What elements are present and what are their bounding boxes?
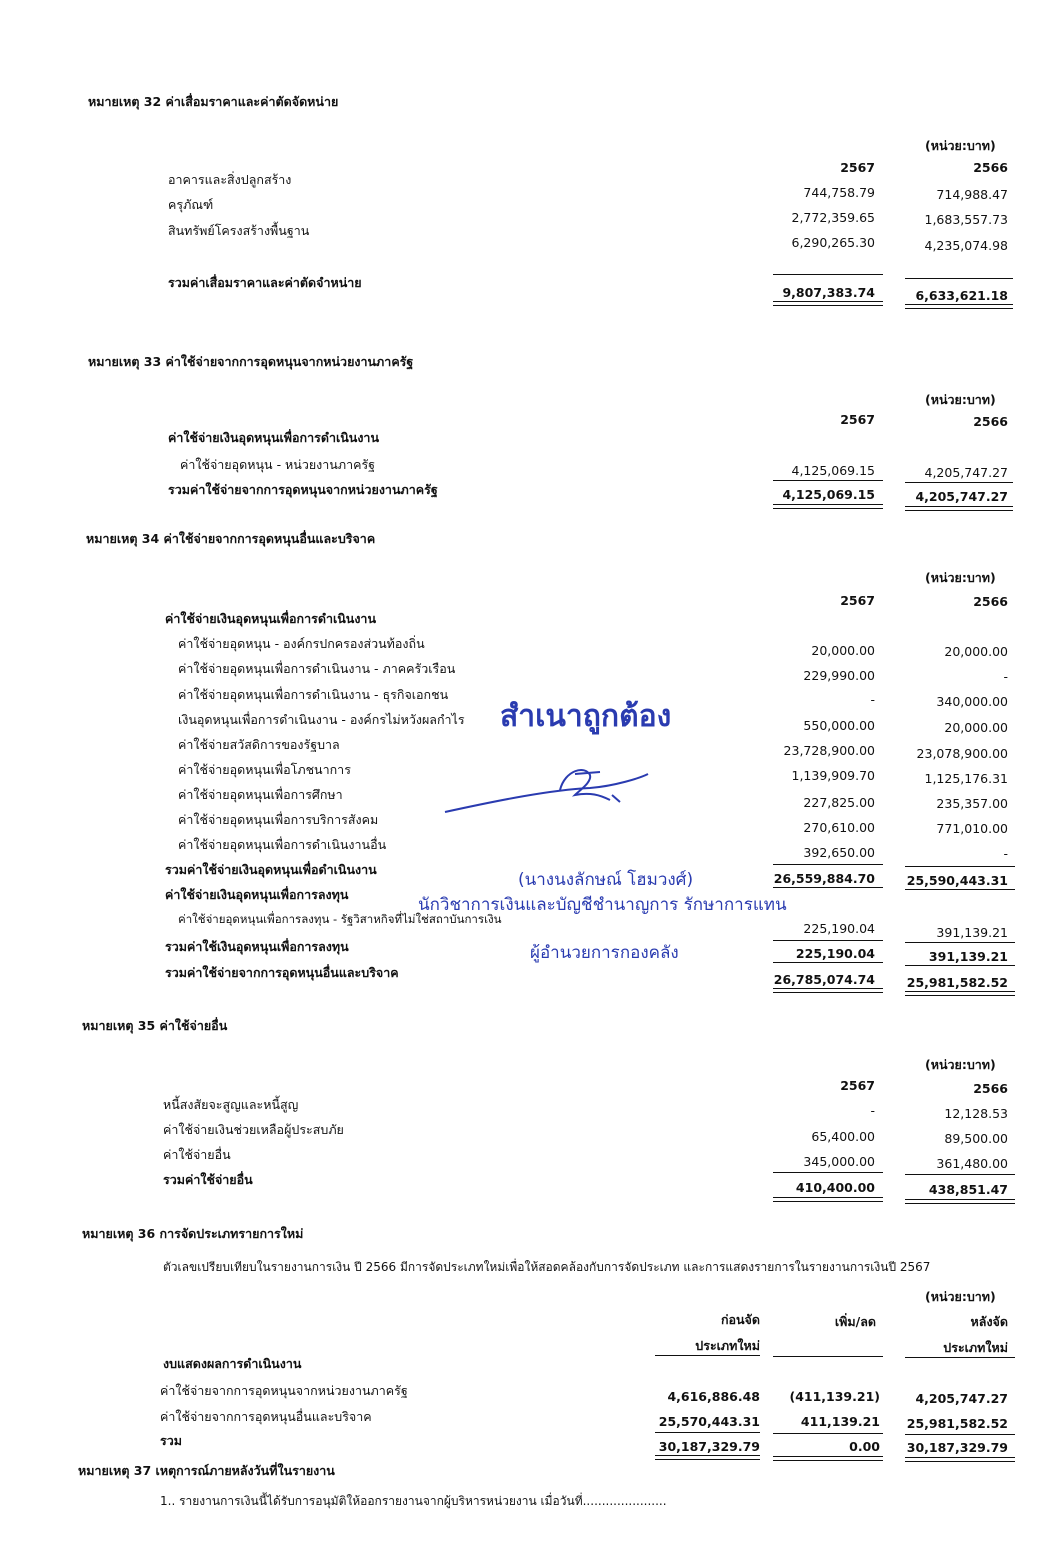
rule [773, 887, 883, 888]
note34-row-value: 550,000.00 [803, 718, 875, 733]
note32-row-label: อาคารและสิ่งปลูกสร้าง [168, 172, 292, 187]
note32-heading: หมายเหตุ 32 ค่าเสื่อมราคาและค่าตัดจัดหน่าย [88, 94, 339, 109]
note33-row-value: 4,125,069.15 [791, 463, 875, 478]
signature-icon [440, 760, 655, 820]
rule [905, 1357, 1015, 1358]
note34-row-label: เงินอุดหนุนเพื่อการดำเนินงาน - องค์กรไม่หวังผลกำไร [178, 712, 465, 727]
double-rule [773, 988, 883, 993]
note34-total-label: รวมค่าใช้จ่ายจากการอุดหนุนอื่นและบริจาค [165, 965, 399, 980]
double-rule [905, 304, 1013, 309]
note34-row-value: - [1003, 846, 1008, 861]
note34-sub1-total-value: 25,590,443.31 [906, 873, 1008, 888]
note33-total-value: 4,125,069.15 [782, 487, 875, 502]
rule [655, 1432, 760, 1433]
note36-unit: (หน่วย:บาท) [925, 1289, 996, 1304]
note33-year2: 2566 [973, 414, 1008, 429]
note34-row-value: 771,010.00 [936, 821, 1008, 836]
note34-row-value: 392,650.00 [803, 845, 875, 860]
rule [773, 864, 883, 865]
note34-unit: (หน่วย:บาท) [925, 570, 996, 585]
note34-row-value: 235,357.00 [936, 796, 1008, 811]
note34-row-value: 1,125,176.31 [924, 771, 1008, 786]
note36-row-value: 411,139.21 [800, 1414, 880, 1429]
note35-year1: 2567 [840, 1078, 875, 1093]
note32-total-value: 6,633,621.18 [915, 288, 1008, 303]
note34-row-value: 229,990.00 [803, 668, 875, 683]
note35-unit: (หน่วย:บาท) [925, 1057, 996, 1072]
note34-row-value: 1,139,909.70 [791, 768, 875, 783]
note36-col1-header: ก่อนจัด [720, 1312, 760, 1327]
note37-item: 1.. รายงานการเงินนี้ได้รับการอนุมัติให้ออกรายงานจากผู้บริหารหน่วยงาน เมื่อวันที่...................... [160, 1494, 667, 1508]
note36-col3-header: ประเภทใหม่ [943, 1340, 1008, 1355]
rule [773, 274, 883, 275]
note33-row-label: ค่าใช้จ่ายอุดหนุน - หน่วยงานภาครัฐ [180, 457, 376, 472]
note35-heading: หมายเหตุ 35 ค่าใช้จ่ายอื่น [82, 1018, 228, 1033]
signer-name: (นางนงลักษณ์ โฮมวงศ์) [518, 870, 694, 890]
double-rule [905, 1457, 1015, 1462]
note35-total-label: รวมค่าใช้จ่ายอื่น [163, 1172, 253, 1187]
double-rule [773, 301, 883, 306]
note32-unit: (หน่วย:บาท) [925, 138, 996, 153]
rule [773, 1356, 883, 1357]
note35-row-value: 12,128.53 [944, 1106, 1008, 1121]
note33-heading: หมายเหตุ 33 ค่าใช้จ่ายจากการอุดหนุนจากหน่วยงานภาครัฐ [88, 354, 414, 369]
note34-row-value: 20,000.00 [944, 644, 1008, 659]
note33-row-value: 4,205,747.27 [924, 465, 1008, 480]
note36-total-value: 30,187,329.79 [906, 1440, 1008, 1455]
note34-heading: หมายเหตุ 34 ค่าใช้จ่ายจากการอุดหนุนอื่นและบริจาค [86, 531, 376, 546]
note36-col1-header: ประเภทใหม่ [695, 1338, 760, 1353]
note35-row-value: 345,000.00 [803, 1154, 875, 1169]
note37-heading: หมายเหตุ 37 เหตุการณ์ภายหลังวันที่ในรายงาน [78, 1463, 335, 1478]
note34-row-label: ค่าใช้จ่ายอุดหนุนเพื่อการบริการสังคม [178, 812, 379, 827]
note32-row-label: สินทรัพย์โครงสร้างพื้นฐาน [168, 223, 310, 238]
note36-row-value: 4,616,886.48 [667, 1389, 760, 1404]
note34-sub2-row-value: 391,139.21 [936, 925, 1008, 940]
note35-row-value: - [870, 1103, 875, 1118]
rule [655, 1355, 760, 1356]
note34-row-value: - [1003, 669, 1008, 684]
note34-row-value: 23,078,900.00 [916, 746, 1008, 761]
note34-row-label: ค่าใช้จ่ายอุดหนุนเพื่อการดำเนินงานอื่น [178, 837, 387, 852]
note33-year1: 2567 [840, 412, 875, 427]
signer-position: นักวิชาการเงินและบัญชีชำนาญการ รักษาการแทน [418, 895, 787, 915]
note36-row-label: ค่าใช้จ่ายจากการอุดหนุนจากหน่วยงานภาครัฐ [160, 1383, 408, 1398]
note36-total-label: รวม [160, 1433, 182, 1448]
note36-col2-header: เพิ่ม/ลด [834, 1314, 876, 1329]
note35-row-value: 89,500.00 [944, 1131, 1008, 1146]
note35-total-value: 438,851.47 [928, 1182, 1008, 1197]
rule [773, 1433, 883, 1434]
note34-row-label: ค่าใช้จ่ายอุดหนุนเพื่อการดำเนินงาน - ภาคครัวเรือน [178, 661, 456, 676]
double-rule [905, 506, 1013, 511]
note34-row-label: ค่าใช้จ่ายอุดหนุนเพื่อโภชนาการ [178, 762, 351, 777]
note34-row-label: ค่าใช้จ่ายอุดหนุนเพื่อการดำเนินงาน - ธุรกิจเอกชน [178, 687, 449, 702]
double-rule [773, 1456, 883, 1461]
note34-row-label: ค่าใช้จ่ายอุดหนุนเพื่อการศึกษา [178, 787, 343, 802]
rule [905, 889, 1015, 890]
note36-total-value: 0.00 [849, 1439, 880, 1454]
note33-total-label: รวมค่าใช้จ่ายจากการอุดหนุนจากหน่วยงานภาครัฐ [168, 482, 438, 497]
note33-sub-label: ค่าใช้จ่ายเงินอุดหนุนเพื่อการดำเนินงาน [168, 430, 379, 445]
double-rule [773, 504, 883, 509]
note35-row-label: ค่าใช้จ่ายอื่น [163, 1147, 231, 1162]
note34-sub2-total-value: 225,190.04 [795, 946, 875, 961]
note34-year1: 2567 [840, 593, 875, 608]
note34-sub1-label: ค่าใช้จ่ายเงินอุดหนุนเพื่อการดำเนินงาน [165, 611, 376, 626]
note34-row-value: 20,000.00 [811, 643, 875, 658]
note34-sub2-total-label: รวมค่าใช้เงินอุดหนุนเพื่อการลงทุน [165, 939, 349, 954]
rule [773, 962, 883, 963]
note34-total-value: 26,785,074.74 [773, 972, 875, 987]
note34-sub1-total-label: รวมค่าใช้จ่ายเงินอุดหนุนเพื่อดำเนินงาน [165, 862, 377, 877]
rule [905, 482, 1013, 483]
note33-unit: (หน่วย:บาท) [925, 392, 996, 407]
note36-row-value: 25,570,443.31 [658, 1414, 760, 1429]
note34-year2: 2566 [973, 594, 1008, 609]
note35-row-label: ค่าใช้จ่ายเงินช่วยเหลือผู้ประสบภัย [163, 1122, 344, 1137]
note32-row-value: 2,772,359.65 [791, 210, 875, 225]
note32-row-value: 744,758.79 [803, 185, 875, 200]
note32-total-value: 9,807,383.74 [782, 285, 875, 300]
note32-year1: 2567 [840, 160, 875, 175]
rule [905, 866, 1015, 867]
rule [905, 942, 1015, 943]
note34-row-label: ค่าใช้จ่ายสวัสดิการของรัฐบาล [178, 737, 340, 752]
note34-row-value: 270,610.00 [803, 820, 875, 835]
rule [905, 278, 1013, 279]
note35-year2: 2566 [973, 1081, 1008, 1096]
note34-total-value: 25,981,582.52 [906, 975, 1008, 990]
note34-sub2-row-value: 225,190.04 [803, 921, 875, 936]
double-rule [655, 1455, 760, 1460]
rule [773, 940, 883, 941]
note36-row-value: 4,205,747.27 [915, 1391, 1008, 1406]
rule [905, 965, 1015, 966]
note32-row-value: 4,235,074.98 [924, 238, 1008, 253]
double-rule [905, 991, 1015, 996]
note34-sub1-total-value: 26,559,884.70 [773, 871, 875, 886]
note35-total-value: 410,400.00 [795, 1180, 875, 1195]
note35-row-label: หนี้สงสัยจะสูญและหนี้สูญ [163, 1097, 299, 1112]
note32-row-value: 6,290,265.30 [791, 235, 875, 250]
note36-section-label: งบแสดงผลการดำเนินงาน [163, 1356, 302, 1371]
note32-row-label: ครุภัณฑ์ [168, 197, 214, 212]
note32-row-value: 714,988.47 [936, 187, 1008, 202]
note34-row-value: 20,000.00 [944, 720, 1008, 735]
note32-total-label: รวมค่าเสื่อมราคาและค่าตัดจำหน่าย [168, 275, 362, 290]
note36-description: ตัวเลขเปรียบเทียบในรายงานการเงิน ปี 2566 มีการจัดประเภทใหม่เพื่อให้สอดคล้องกับการจัดประเภท และการแสดงรายการในรายงานการเงินปี 2567 [163, 1260, 931, 1274]
note34-row-value: 340,000.00 [936, 694, 1008, 709]
note34-sub2-label: ค่าใช้จ่ายเงินอุดหนุนเพื่อการลงทุน [165, 887, 349, 902]
note34-row-value: 227,825.00 [803, 795, 875, 810]
note34-row-value: - [870, 692, 875, 707]
note36-row-value: (411,139.21) [789, 1389, 880, 1404]
note35-row-value: 361,480.00 [936, 1156, 1008, 1171]
note36-total-value: 30,187,329.79 [658, 1439, 760, 1454]
note36-row-value: 25,981,582.52 [906, 1416, 1008, 1431]
note33-total-value: 4,205,747.27 [915, 489, 1008, 504]
note34-sub2-row-label: ค่าใช้จ่ายอุดหนุนเพื่อการลงทุน - รัฐวิสาหกิจที่ไม่ใช่สถาบันการเงิน [178, 912, 502, 926]
note34-sub2-total-value: 391,139.21 [928, 949, 1008, 964]
note34-row-value: 23,728,900.00 [783, 743, 875, 758]
rule [905, 1174, 1015, 1175]
signer-title: ผู้อำนวยการกองคลัง [530, 943, 679, 963]
note32-year2: 2566 [973, 160, 1008, 175]
rule [773, 480, 883, 481]
double-rule [773, 1197, 883, 1202]
note36-heading: หมายเหตุ 36 การจัดประเภทรายการใหม่ [82, 1226, 304, 1241]
rule [905, 1434, 1015, 1435]
note36-row-label: ค่าใช้จ่ายจากการอุดหนุนอื่นและบริจาค [160, 1409, 372, 1424]
note36-col3-header: หลังจัด [970, 1314, 1008, 1329]
double-rule [905, 1199, 1015, 1204]
rule [773, 1172, 883, 1173]
note35-row-value: 65,400.00 [811, 1129, 875, 1144]
note32-row-value: 1,683,557.73 [924, 212, 1008, 227]
note34-row-label: ค่าใช้จ่ายอุดหนุน - องค์กรปกครองส่วนท้องถิ่น [178, 636, 425, 651]
certified-copy-stamp: สำเนาถูกต้อง [500, 699, 672, 734]
